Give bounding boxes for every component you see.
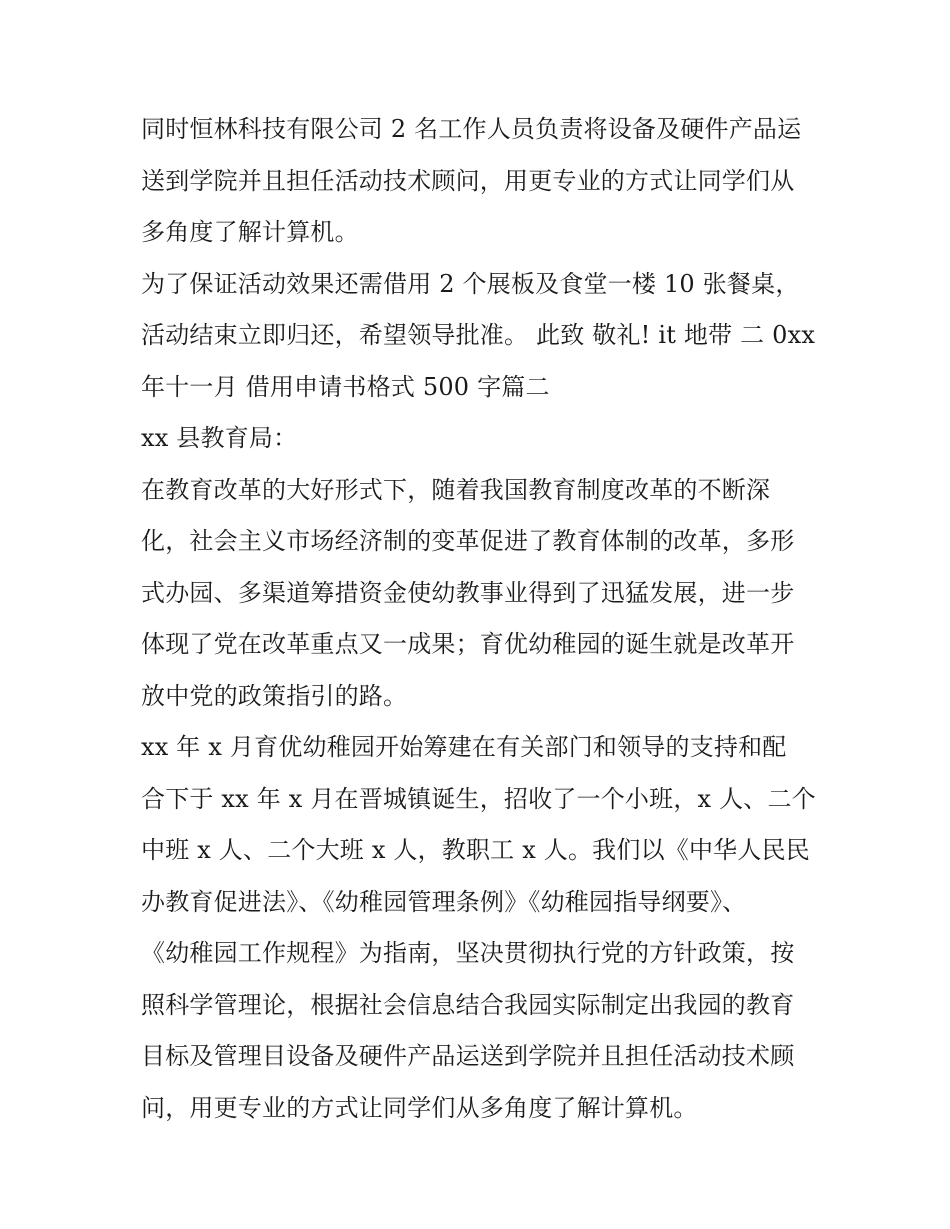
text-line: 在教育改革的大好形式下，随着我国教育制度改革的不断深 [141, 475, 771, 504]
text-line: 中班 x 人、二个大班 x 人，教职工 x 人。我们以《中华人民民 [141, 836, 810, 864]
text-line: 体现了党在改革重点又一成果；育优幼稚园的诞生就是改革开 [141, 630, 795, 658]
text-line: 为了保证活动效果还需借用 2 个展板及食堂一楼 10 张餐桌， [141, 269, 800, 298]
text-line: 活动结束立即归还，希望领导批准。 此致 敬礼! it 地带 二 0xx [141, 321, 816, 349]
text-line: xx 年 x 月育优幼稚园开始筹建在有关部门和领导的支持和配 [141, 733, 787, 761]
text-line: 同时恒林科技有限公司 2 名工作人员负责将设备及硬件产品运 [141, 115, 802, 143]
text-line: 问，用更专业的方式让同学们从多角度了解计算机。 [141, 1093, 698, 1122]
text-line: 多角度了解计算机。 [141, 218, 359, 246]
text-line: 《幼稚园工作规程》为指南，坚决贯彻执行党的方针政策，按 [141, 939, 795, 967]
text-line: xx 县教育局： [141, 424, 298, 452]
text-line: 式办园、多渠道筹措资金使幼教事业得到了迅猛发展，进一步 [141, 578, 795, 607]
text-line: 合下于 xx 年 x 月在晋城镇诞生，招收了一个小班，x 人、二个 [141, 784, 816, 813]
text-line: 送到学院并且担任活动技术顾问，用更专业的方式让同学们从 [141, 166, 795, 195]
text-line: 目标及管理目设备及硬件产品运送到学院并且担任活动技术顾 [141, 1042, 795, 1070]
text-line: 办教育促进法》、《幼稚园管理条例》《幼稚园指导纲要》、 [141, 887, 747, 916]
text-line: 年十一月 借用申请书格式 500 字篇二 [141, 372, 550, 401]
document-body [141, 104, 821, 1134]
text-line: 化，社会主义市场经济制的变革促进了教育体制的改革，多形 [141, 527, 795, 555]
text-line: 照科学管理论，根据社会信息结合我园实际制定出我园的教育 [141, 990, 795, 1019]
text-line: 放中党的政策指引的路。 [141, 681, 408, 710]
